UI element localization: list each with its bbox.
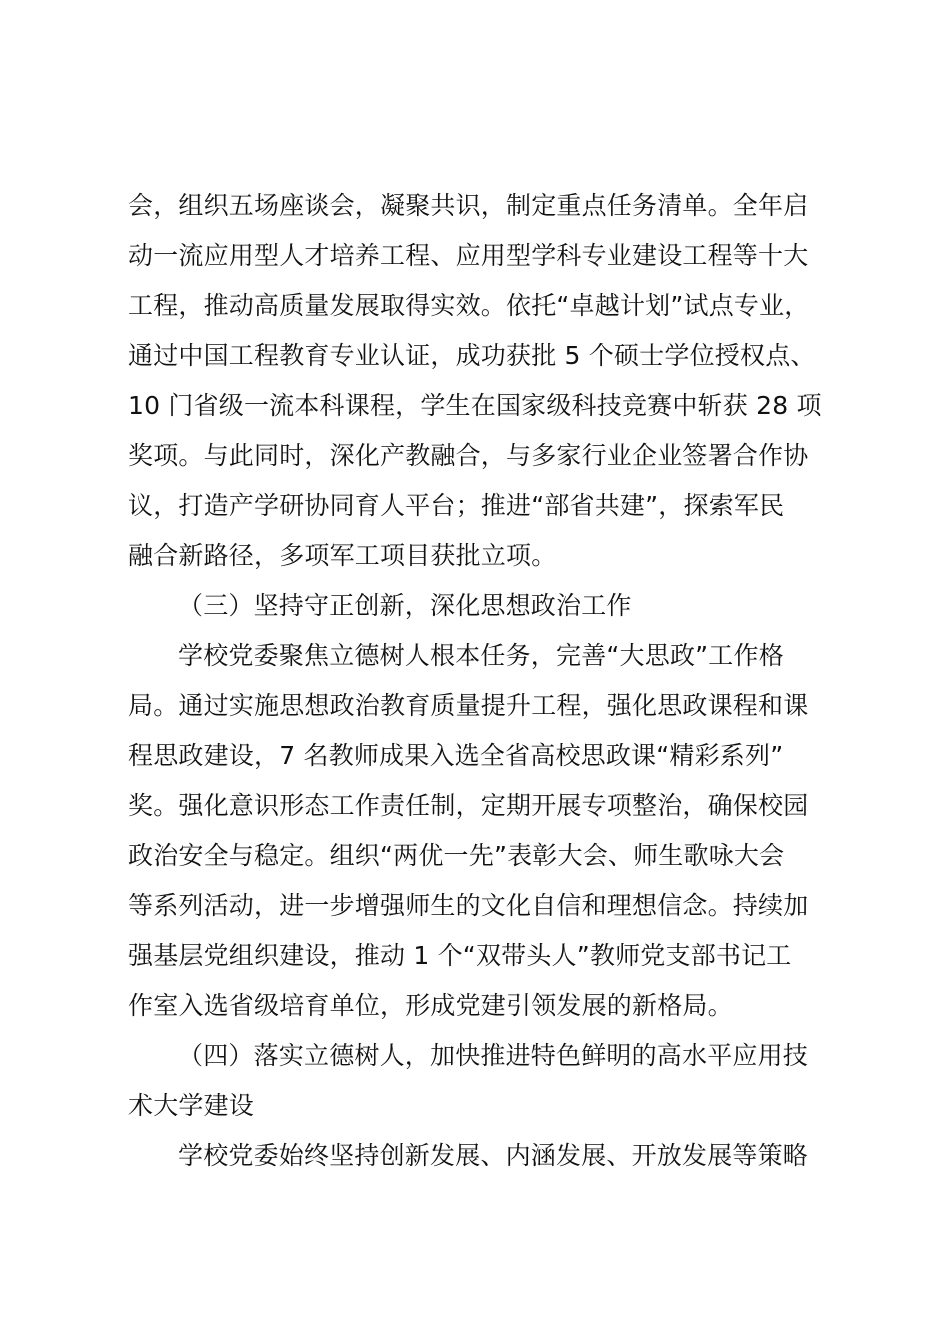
paragraph-line: 会，组织五场座谈会，凝聚共识，制定重点任务清单。全年启: [128, 191, 809, 220]
paragraph-line: 作室入选省级培育单位，形成党建引领发展的新格局。: [128, 991, 733, 1020]
section-heading-3: （三）坚持守正创新，深化思想政治工作: [178, 591, 632, 620]
paragraph-line: 学校党委聚焦立德树人根本任务，完善“大思政”工作格: [178, 641, 784, 670]
section-heading-4-continued: 术大学建设: [128, 1091, 255, 1120]
paragraph-line: 10 门省级一流本科课程，学生在国家级科技竞赛中斩获 28 项: [128, 391, 822, 420]
paragraph-line: 强基层党组织建设，推动 1 个“双带头人”教师党支部书记工: [128, 941, 792, 970]
paragraph-line: 融合新路径，多项军工项目获批立项。: [128, 541, 557, 570]
paragraph-line: 通过中国工程教育专业认证，成功获批 5 个硕士学位授权点、: [128, 341, 816, 370]
paragraph-line: 奖。强化意识形态工作责任制，定期开展专项整治，确保校园: [128, 791, 809, 820]
paragraph-line: 等系列活动，进一步增强师生的文化自信和理想信念。持续加: [128, 891, 809, 920]
paragraph-line: 政治安全与稳定。组织“两优一先”表彰大会、师生歌咏大会: [128, 841, 785, 870]
paragraph-line: 议，打造产学研协同育人平台；推进“部省共建”，探索军民: [128, 491, 785, 520]
paragraph-line: 学校党委始终坚持创新发展、内涵发展、开放发展等策略: [178, 1141, 809, 1170]
paragraph-line: 工程，推动高质量发展取得实效。依托“卓越计划”试点专业，: [128, 291, 810, 320]
paragraph-line: 动一流应用型人才培养工程、应用型学科专业建设工程等十大: [128, 241, 809, 270]
section-heading-4: （四）落实立德树人，加快推进特色鲜明的高水平应用技: [178, 1041, 809, 1070]
paragraph-line: 局。通过实施思想政治教育质量提升工程，强化思政课程和课: [128, 691, 809, 720]
paragraph-line: 程思政建设，7 名教师成果入选全省高校思政课“精彩系列”: [128, 741, 784, 770]
paragraph-line: 奖项。与此同时，深化产教融合，与多家行业企业签署合作协: [128, 441, 809, 470]
